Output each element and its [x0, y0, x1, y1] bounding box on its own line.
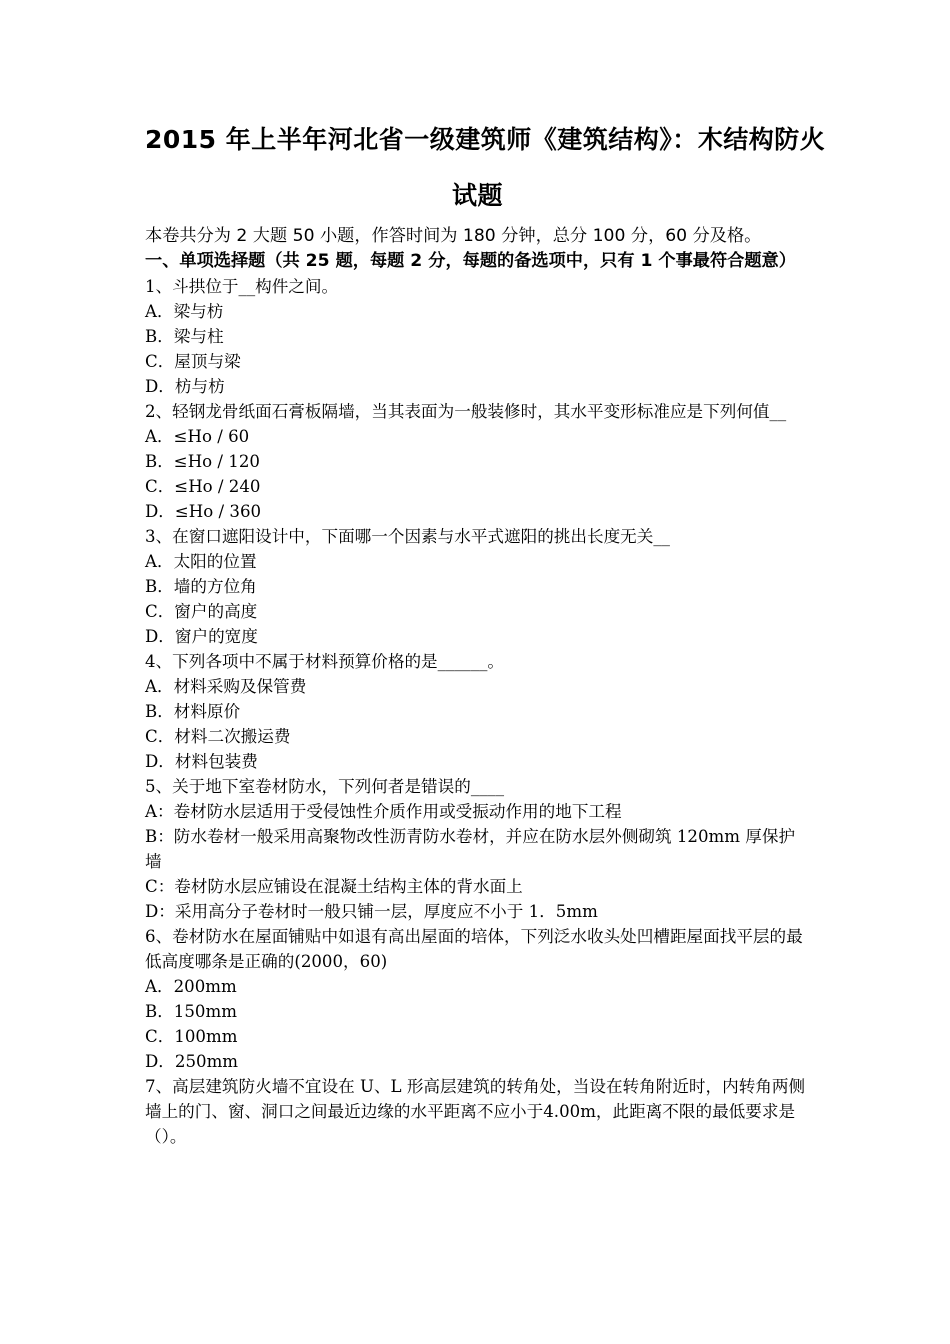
question-2 — [145, 399, 810, 524]
document-title — [145, 112, 826, 224]
title-line-2: 试题 — [451, 181, 503, 210]
question-5 — [145, 774, 810, 924]
question-stem: 4、下列各项中不属于材料预算价格的是______。 — [145, 652, 505, 671]
option-a: A．≤Ho / 60 — [145, 427, 250, 446]
option-b: B．梁与柱 — [145, 327, 224, 346]
question-4 — [145, 649, 810, 774]
option-b: B．≤Ho / 120 — [145, 452, 260, 471]
option-a: A．材料采购及保管费 — [145, 677, 307, 696]
option-d: D．250mm — [145, 1052, 239, 1071]
option-d: D：采用高分子卷材时一般只铺一层，厚度应不小于 1．5mm — [145, 902, 598, 921]
question-list — [145, 274, 810, 1149]
option-c: C．≤Ho / 240 — [145, 477, 261, 496]
question-stem: 7、高层建筑防火墙不宜设在 U、L 形高层建筑的转角处，当设在转角附近时，内转角两侧墙上的门、窗、洞口之间最近边缘的水平距离不应小于4.00m，此距离不限的最低要求是（）。 — [145, 1077, 806, 1146]
option-b: B：防水卷材一般采用高聚物改性沥青防水卷材，并应在防水层外侧砌筑 120mm 厚保护墙 — [145, 827, 796, 871]
question-stem: 5、关于地下室卷材防水，下列何者是错误的____ — [145, 777, 505, 796]
option-c: C．材料二次搬运费 — [145, 727, 291, 746]
question-stem: 1、斗拱位于__构件之间。 — [145, 277, 339, 296]
option-c: C．100mm — [145, 1027, 238, 1046]
option-b: B．材料原价 — [145, 702, 241, 721]
option-d: D．枋与枋 — [145, 377, 225, 396]
option-a: A：卷材防水层适用于受侵蚀性介质作用或受振动作用的地下工程 — [145, 802, 622, 821]
question-stem: 3、在窗口遮阳设计中，下面哪一个因素与水平式遮阳的挑出长度无关__ — [145, 527, 670, 546]
question-stem: 6、卷材防水在屋面铺贴中如退有高出屋面的培体，下列泛水收头处凹槽距屋面找平层的最低高度哪条是正确的(2000，60) — [145, 927, 803, 971]
option-b: B．150mm — [145, 1002, 237, 1021]
question-6 — [145, 924, 810, 1074]
title-line-1: 2015 年上半年河北省一级建筑师《建筑结构》：木结构防火 — [145, 125, 826, 154]
option-c: C．屋顶与梁 — [145, 352, 241, 371]
option-c: C：卷材防水层应铺设在混凝土结构主体的背水面上 — [145, 877, 523, 896]
option-c: C．窗户的高度 — [145, 602, 258, 621]
option-a: A．200mm — [145, 977, 237, 996]
question-3 — [145, 524, 810, 649]
section-heading: 一、单项选择题（共 25 题，每题 2 分，每题的备选项中，只有 1 个事最符合题意） — [145, 251, 796, 271]
question-1 — [145, 274, 810, 399]
option-a: A．太阳的位置 — [145, 552, 257, 571]
document-page — [145, 112, 826, 1149]
question-stem: 2、轻钢龙骨纸面石膏板隔墙，当其表面为一般装修时，其水平变形标准应是下列何值__ — [145, 402, 787, 421]
option-b: B．墙的方位角 — [145, 577, 257, 596]
option-d: D．材料包装费 — [145, 752, 258, 771]
option-a: A．梁与枋 — [145, 302, 224, 321]
option-d: D．≤Ho / 360 — [145, 502, 262, 521]
exam-intro: 本卷共分为 2 大题 50 小题，作答时间为 180 分钟，总分 100 分，60 分及格。 — [145, 226, 762, 246]
option-d: D．窗户的宽度 — [145, 627, 258, 646]
question-7 — [145, 1074, 810, 1149]
